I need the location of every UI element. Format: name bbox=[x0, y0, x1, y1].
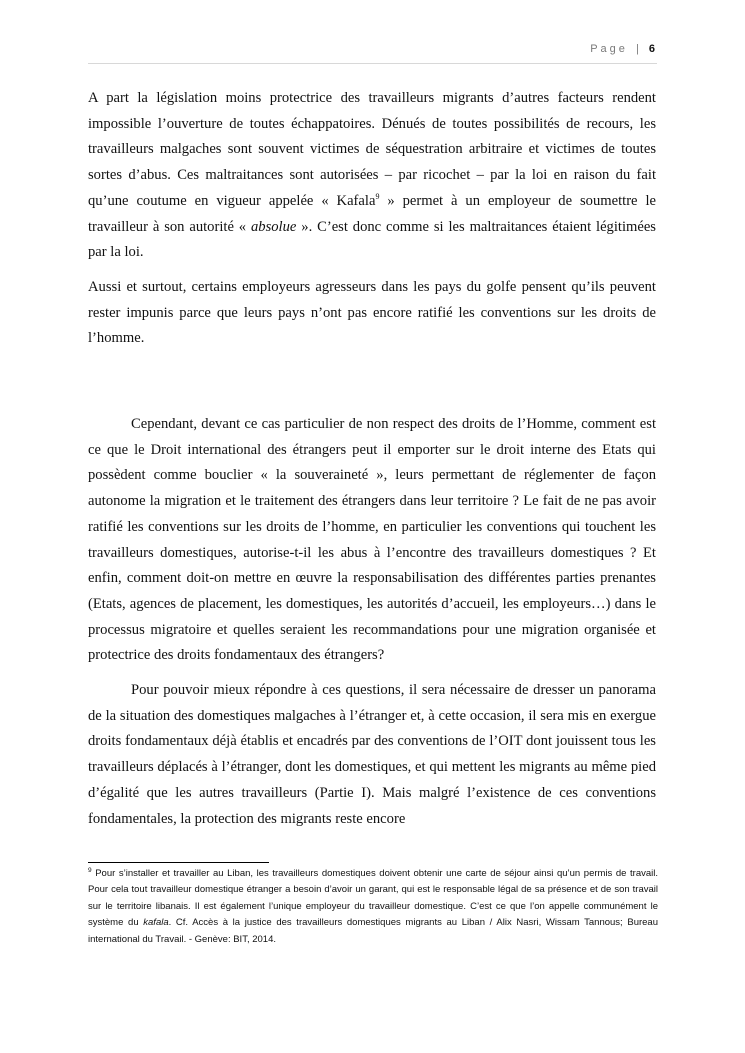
p1-text-b: » permet à un employeur de soumettre le travailleur à son autorité « bbox=[88, 192, 656, 235]
header-divider bbox=[88, 63, 657, 64]
footnote-italic-kafala: kafala bbox=[143, 917, 169, 929]
footnote-divider bbox=[88, 862, 269, 863]
p1-italic-absolue: absolue bbox=[250, 218, 297, 235]
footnote-text-a: Pour s’installer et travailler au Liban, les travailleurs domestiques doivent obtenir une carte de séjour ainsi qu’un permis de travail. Pour cela tout travailleur domestique étranger a besoin d’avoir un garant, qui est le responsable légal de sa présence et de son travail sur le territoire libanais. Il est également l’unique employeur du travailleur domestique. C’est ce que l’on appelle communément le système du bbox=[88, 868, 658, 929]
page-number: 6 bbox=[648, 43, 655, 55]
p1-text-c: ». C’est donc comme si les maltraitances étaient légitimées par la loi. bbox=[88, 218, 656, 261]
footnote-ref-9: 9 bbox=[375, 191, 380, 201]
footnote-text-b: . Cf. Accès à la justice des travailleurs domestiques migrants au Liban / Alix Nasri, Wissam Tannous; Bureau international du Travail. - Genève: BIT, 2014. bbox=[88, 917, 658, 945]
footnote-number: 9 bbox=[88, 866, 92, 874]
paragraph-gulf-employers: Aussi et surtout, certains employeurs agresseurs dans les pays du golfe pensent qu’ils peuvent rester impunis parce que leurs pays n’ont pas encore ratifié les conventions sur les droits de l’homme. bbox=[88, 278, 656, 347]
page-separator: | bbox=[635, 43, 639, 55]
page-label: Page bbox=[590, 43, 628, 55]
footnote-9 bbox=[88, 866, 658, 948]
p1-text-a: A part la législation moins protectrice des travailleurs migrants d’autres facteurs rendent impossible l’ouverture de toutes échappatoires. Dénués de toutes possibilités de recours, les travailleurs malgaches sont souvent victimes de séquestration arbitraire et victimes de toutes sortes d’abus. Ces maltraitances sont autorisées – par ricochet – par la loi en raison du fait qu’une coutume en vigueur appelée « Kafala bbox=[88, 90, 656, 209]
paragraph-kafala bbox=[88, 86, 656, 266]
paragraph-plan: Pour pouvoir mieux répondre à ces questions, il sera nécessaire de dresser un panorama de la situation des domestiques malgaches à l’étranger et, à cette occasion, il sera mis en exergue droits fondamentaux déjà établis et encadrés par des conventions de l’OIT dont jouissent tous les travailleurs déplacés à l’étranger, dont les domestiques, et qui mettent les migrants au même pied d’égalité que les autres travailleurs (Partie I). Mais malgré l’existence de ces conventions fondamentales, la protection des migrants reste encore bbox=[88, 682, 656, 827]
page-header bbox=[590, 43, 655, 55]
body-text bbox=[88, 86, 656, 832]
paragraph-research-question: Cependant, devant ce cas particulier de non respect des droits de l’Homme, comment est ce que le Droit international des étrangers peut il emporter sur le droit interne des Etats qui possèdent comme bouclier « la souveraineté », leurs permettant de réglementer de façon autonome la migration et le traitement des étrangers dans leur territoire ? Le fait de ne pas avoir ratifié les conventions sur les droits de l’homme, en particulier les conventions qui touchent les travailleurs domestiques, autorise-t-il les abus à l’encontre des travailleurs domestiques ? Et enfin, comment doit-on mettre en œuvre la responsabilisation des différentes parties prenantes (Etats, agences de placement, les domestiques, les autorités d’accueil, les employeurs…) dans le processus migratoire et quelles seraient les recommandations pour une migration organisée et protectrice des droits fondamentaux des étrangers? bbox=[88, 416, 656, 664]
